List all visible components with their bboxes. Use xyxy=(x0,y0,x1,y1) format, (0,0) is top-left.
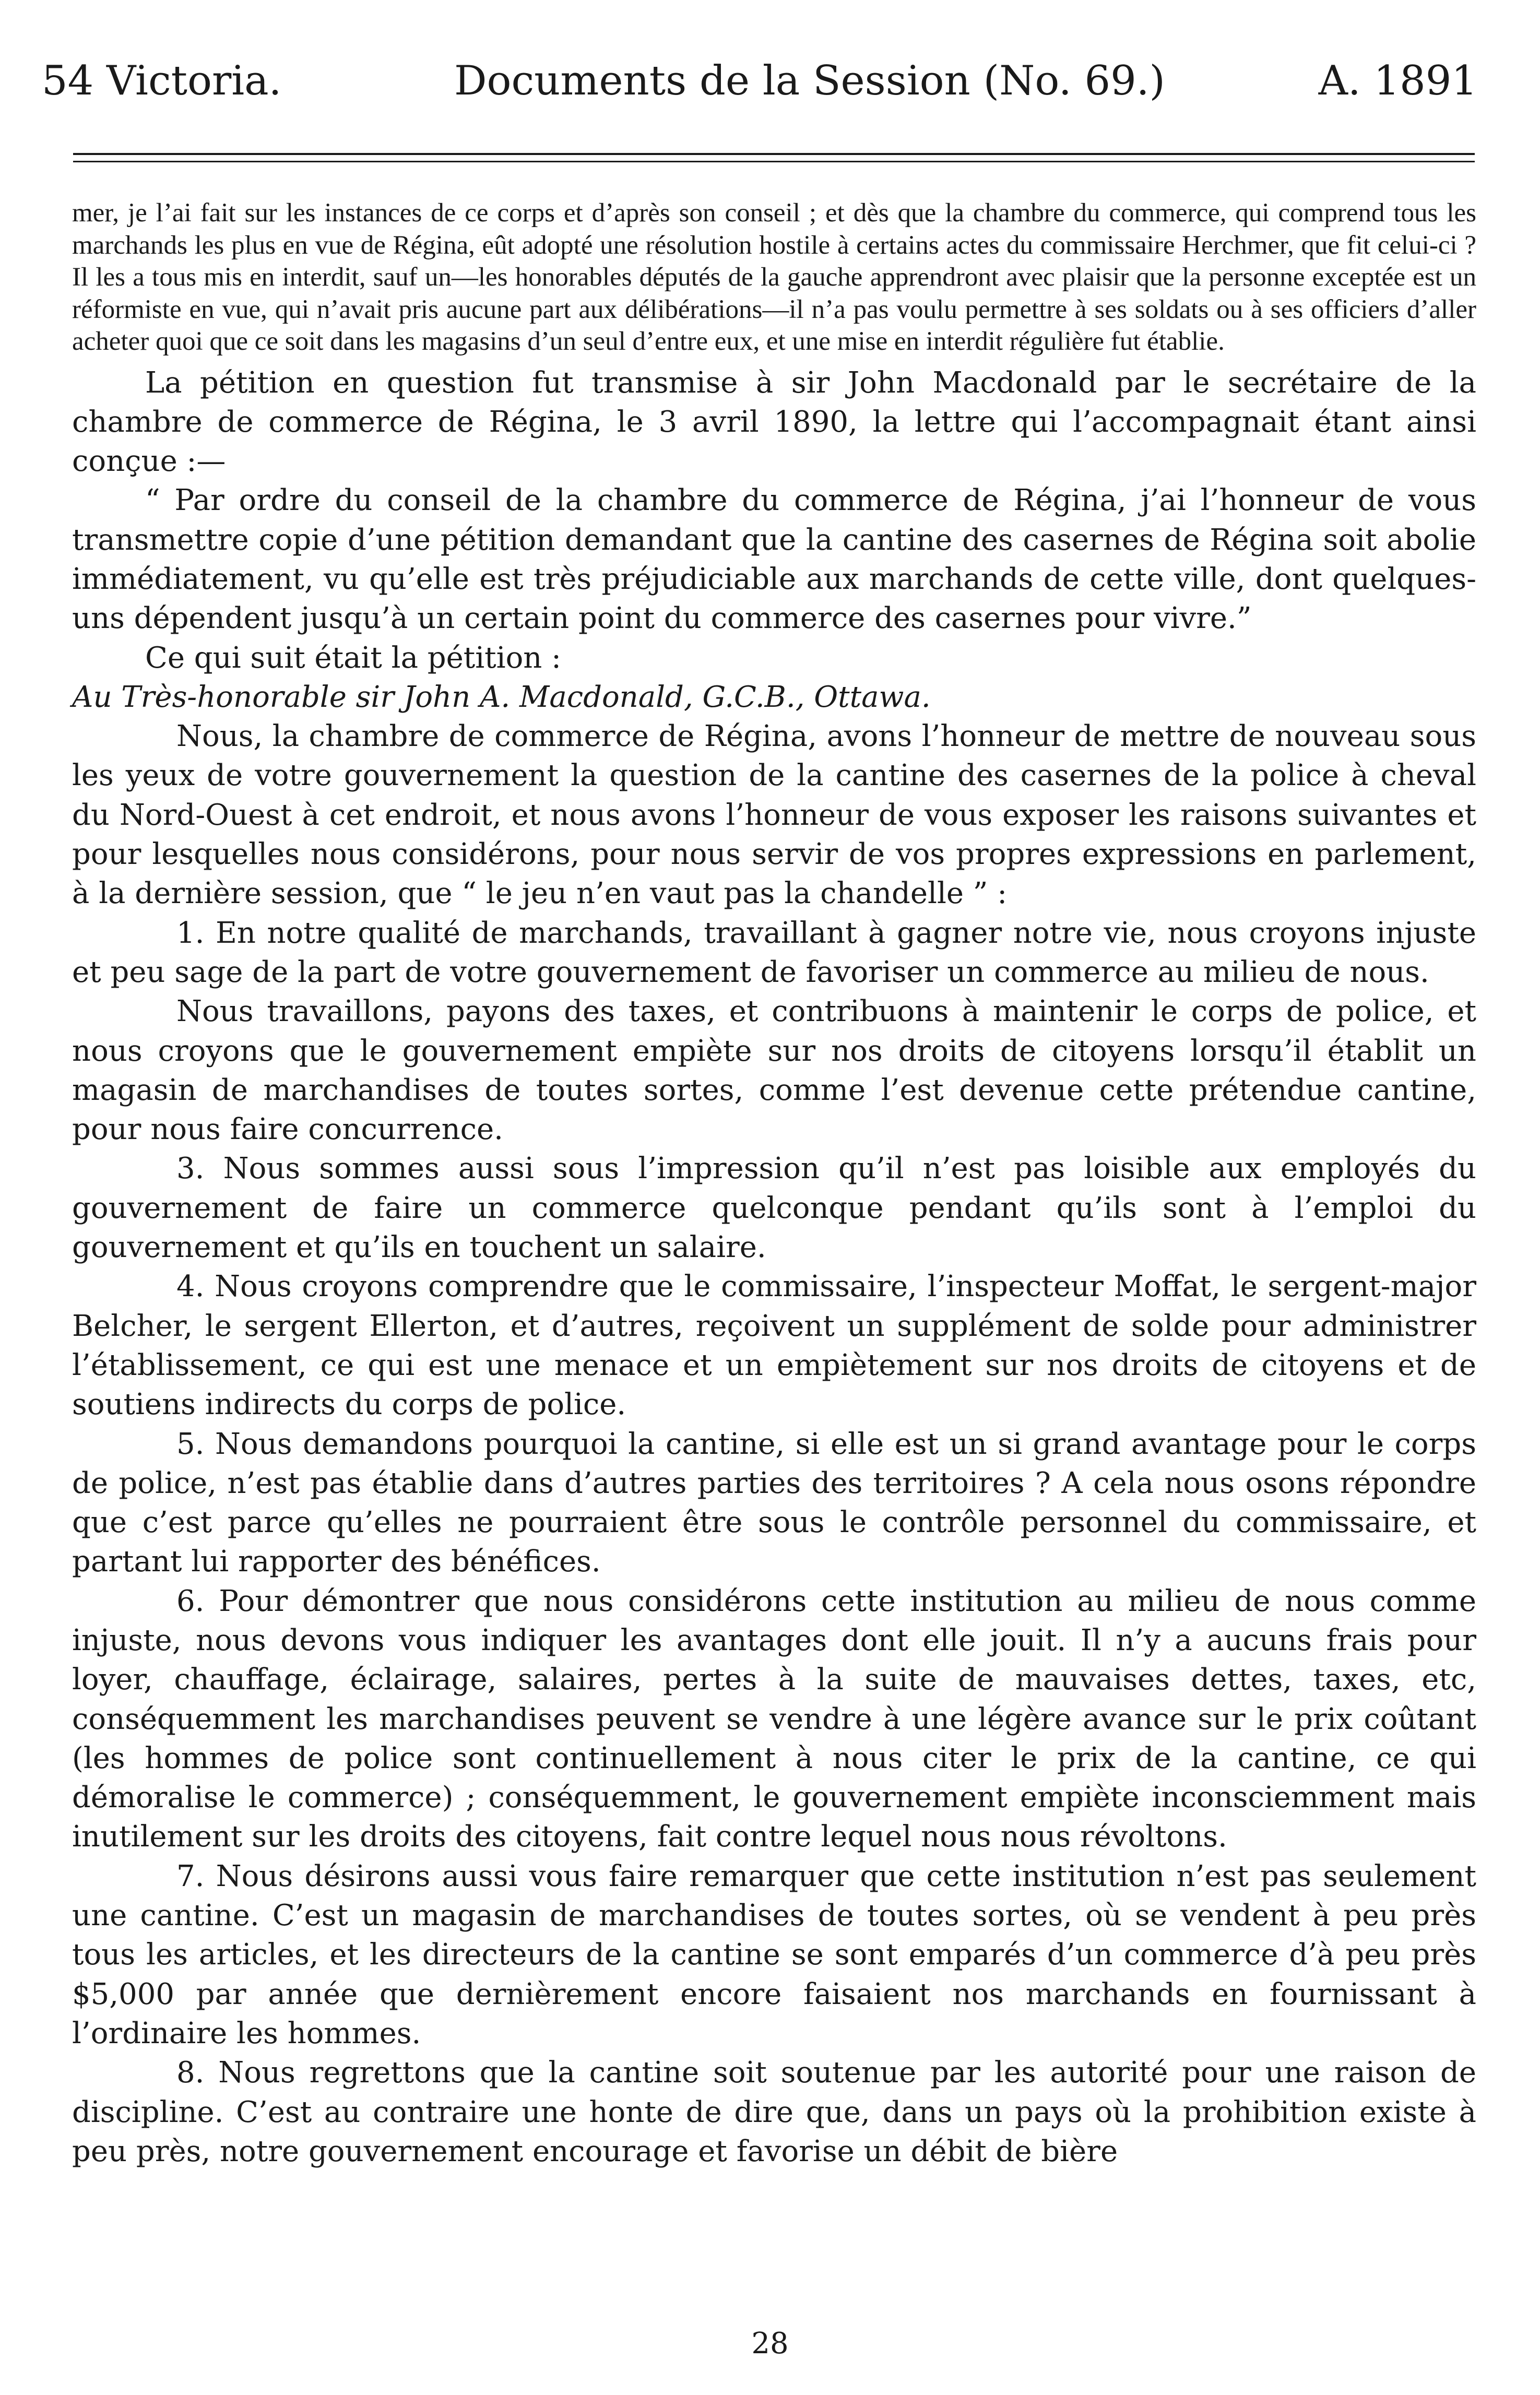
petition-item: 3. Nous sommes aussi sous l’impression qu’il n’est pas loisible aux employés du gouvernement de faire un commerce quelconque pendant qu’ils sont à l’emploi du gouvernement et qu’ils en touchent un salaire. xyxy=(72,1152,1476,1265)
header-rule xyxy=(73,153,1475,155)
petition-address: Au Très-honorable sir John A. Macdonald, G.C.B., Ottawa. xyxy=(72,680,931,714)
header-title: Documents de la Session (No. 69.) xyxy=(454,57,1165,104)
page-number: 28 xyxy=(751,2327,789,2361)
petition-item: 7. Nous désirons aussi vous faire remarquer que cette institution n’est pas seulement une cantine. C’est un magasin de marchandises de toutes sortes, où se vendent à peu près tous les articles, et les directeurs de la cantine se sont emparés d’un commerce d’à peu près $5,000 par année que dernièrement encore faisaient nos marchands en fournissant à l’ordinaire les hommes. xyxy=(72,1859,1476,2050)
petition-item: 4. Nous croyons comprendre que le commissaire, l’inspecteur Moffat, le sergent-major Belcher, le sergent Ellerton, et d’autres, reçoivent un supplément de solde pour administrer l’établissement, ce qui est une menace et un empiètement sur nos droits de citoyens et de soutiens indirects du corps de police. xyxy=(72,1270,1476,1422)
petition-item: 8. Nous regrettons que la cantine soit soutenue par les autorité pour une raison de discipline. C’est au contraire une honte de dire que, dans un pays où la prohibition existe à peu près, notre gouvernement encourage et favorise un débit de bière xyxy=(72,2056,1476,2168)
running-header xyxy=(42,47,1477,115)
intro-paragraph: mer, je l’ai fait sur les instances de ce corps et d’après son conseil ; et dès que la chambre du commerce, qui comprend tous les marchands les plus en vue de Régina, eût adopté une résolution hostile à certains actes du commissaire Herchmer, que fit celui-ci ? Il les a tous mis en interdit, sauf un—les honorables députés de la gauche apprendront avec plaisir que la personne exceptée est un réformiste en vue, qui n’avait pris aucune part aux délibérations—il n’a pas voulu permettre à ses soldats ou à ses officiers d’aller acheter quoi que ce soit dans les magasins d’un seul d’entre eux, et une mise en interdit régulière fut établie. xyxy=(72,198,1476,356)
header-rule-thin xyxy=(73,161,1475,162)
petition-item: 6. Pour démontrer que nous considérons cette institution au milieu de nous comme injuste, nous devons vous indiquer les avantages dont elle jouit. Il n’y a aucuns frais pour loyer, chauffage, éclairage, salaires, pertes à la suite de mauvaises dettes, taxes, etc, conséquemment les marchandises peuvent se vendre à une légère avance sur le prix coûtant (les hommes de police sont continuellement à nous citer le prix de la cantine, ce qui démoralise le commerce) ; conséquemment, le gouvernement empiète inconsciemment mais inutilement sur les droits des citoyens, fait contre lequel nous nous révoltons. xyxy=(72,1584,1476,1854)
petition-preamble: Nous, la chambre de commerce de Régina, avons l’honneur de mettre de nouveau sous les yeux de votre gouvernement la question de la cantine des casernes de la police à cheval du Nord-Ouest à cet endroit, et nous avons l’honneur de vous exposer les raisons suivantes et pour lesquelles nous considérons, pour nous servir de vos propres expressions en parlement, à la dernière session, que “ le jeu n’en vaut pas la chandelle ” : xyxy=(72,719,1476,911)
quoted-letter: “ Par ordre du conseil de la chambre du commerce de Régina, j’ai l’honneur de vous transmettre copie d’une pétition demandant que la cantine des casernes de Régina soit abolie immédiatement, vu qu’elle est très préjudiciable aux marchands de cette ville, dont quelques-uns dépendent jusqu’à un certain point du commerce des casernes pour vivre.” xyxy=(72,483,1476,636)
paragraph: Ce qui suit était la pétition : xyxy=(145,641,562,675)
petition-item: Nous travaillons, payons des taxes, et contribuons à maintenir le corps de police, et nous croyons que le gouvernement empiète sur nos droits de citoyens lorsqu’il établit un magasin de marchandises de toutes sortes, comme l’est devenue cette prétendue cantine, pour nous faire concurrence. xyxy=(72,994,1476,1147)
petition-item: 5. Nous demandons pourquoi la cantine, si elle est un si grand avantage pour le corps de police, n’est pas établie dans d’autres parties des territoires ? A cela nous osons répondre que c’est parce qu’elles ne pourraient être sous le contrôle personnel du commissaire, et partant lui rapporter des bénéfices. xyxy=(72,1427,1476,1579)
header-session: 54 Victoria. xyxy=(42,57,282,104)
petition-item: 1. En notre qualité de marchands, travaillant à gagner notre vie, nous croyons injuste et peu sage de la part de votre gouvernement de favoriser un commerce au milieu de nous. xyxy=(72,916,1476,989)
page-body xyxy=(72,197,1476,2171)
paragraph: La pétition en question fut transmise à sir John Macdonald par le secrétaire de la chambre de commerce de Régina, le 3 avril 1890, la lettre qui l’accompagnait étant ainsi conçue :— xyxy=(72,365,1476,479)
header-year: A. 1891 xyxy=(1318,57,1477,104)
